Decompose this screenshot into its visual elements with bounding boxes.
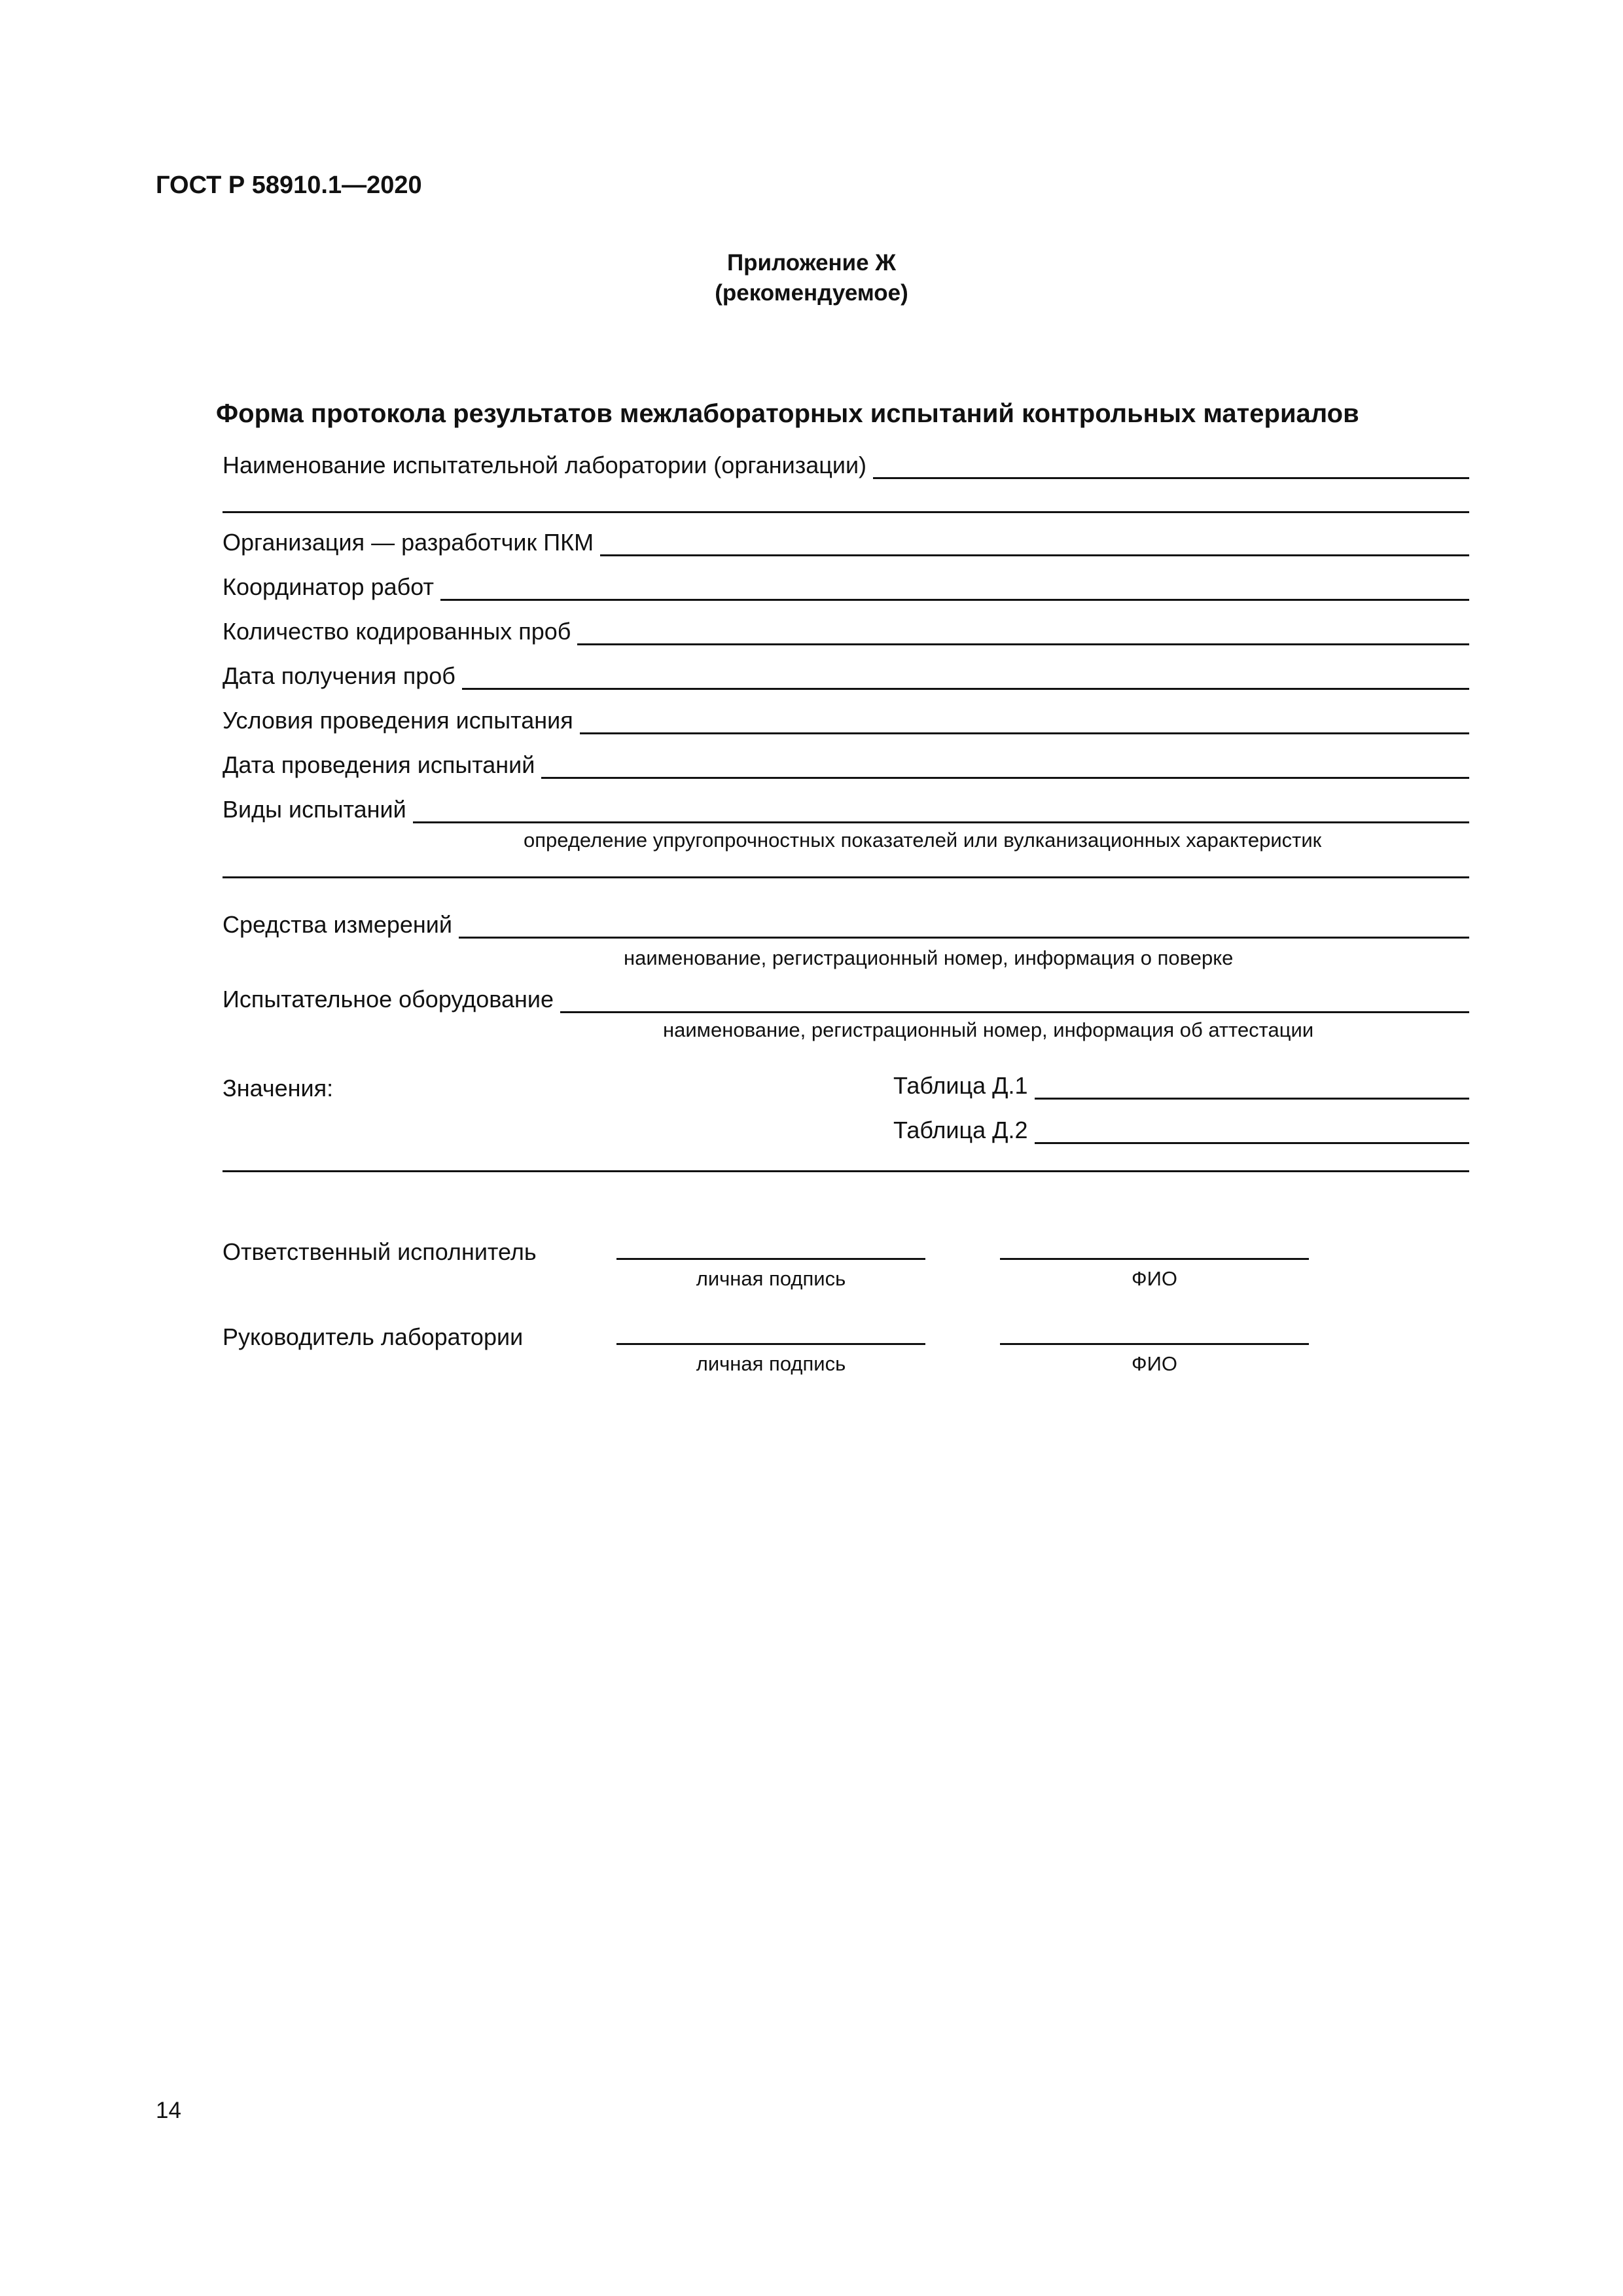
field-table-2 — [893, 1117, 1469, 1144]
field-samples-count-label: Количество кодированных проб — [223, 618, 571, 645]
field-lab-name-line[interactable] — [873, 454, 1469, 479]
field-lab-name-label: Наименование испытательной лаборатории (организации) — [223, 452, 867, 478]
executor-signature-line[interactable] — [616, 1258, 925, 1260]
field-table-1-label: Таблица Д.1 — [893, 1072, 1028, 1099]
annex-title: Приложение Ж — [726, 250, 897, 276]
executor-label: Ответственный исполнитель — [223, 1238, 537, 1265]
field-test-types-line-2[interactable] — [223, 876, 1469, 878]
field-table-1 — [893, 1072, 1469, 1100]
field-samples-count-line[interactable] — [577, 620, 1469, 645]
field-coordinator-label: Координатор работ — [223, 573, 434, 600]
field-lab-name — [223, 452, 1469, 479]
head-label: Руководитель лаборатории — [223, 1323, 524, 1350]
field-equipment — [223, 986, 1469, 1013]
field-test-types-label: Виды испытаний — [223, 796, 406, 823]
field-coordinator — [223, 573, 1469, 601]
field-measuring-tools-label: Средства измерений — [223, 911, 453, 938]
field-test-types-line[interactable] — [413, 798, 1469, 823]
field-samples-count — [223, 618, 1469, 645]
field-measuring-tools — [223, 911, 1469, 939]
field-conditions-label: Условия проведения испытания — [223, 707, 573, 734]
field-lab-name-line-2[interactable] — [223, 511, 1469, 513]
field-conditions — [223, 707, 1469, 734]
field-conditions-line[interactable] — [580, 709, 1469, 734]
field-developer — [223, 529, 1469, 556]
field-equipment-label: Испытательное оборудование — [223, 986, 554, 1013]
field-measuring-tools-line[interactable] — [459, 913, 1469, 939]
field-equipment-hint: наименование, регистрационный номер, информация об аттестации — [663, 1018, 1314, 1041]
field-developer-label: Организация — разработчик ПКМ — [223, 529, 594, 556]
values-label: Значения: — [223, 1075, 334, 1102]
annex-type: (рекомендуемое) — [715, 280, 908, 306]
executor-signature-caption: личная подпись — [696, 1267, 846, 1290]
field-receipt-date — [223, 662, 1469, 690]
field-table-2-label: Таблица Д.2 — [893, 1117, 1028, 1143]
executor-name-line[interactable] — [1000, 1258, 1309, 1260]
field-test-types — [223, 796, 1469, 823]
field-equipment-line[interactable] — [560, 988, 1469, 1013]
head-signature-caption: личная подпись — [696, 1352, 846, 1375]
head-name-caption: ФИО — [1132, 1352, 1177, 1375]
field-coordinator-line[interactable] — [440, 575, 1469, 601]
field-test-date-label: Дата проведения испытаний — [223, 751, 535, 778]
head-signature-line[interactable] — [616, 1343, 925, 1345]
page-number: 14 — [156, 2098, 181, 2123]
field-measuring-tools-hint: наименование, регистрационный номер, информация о поверке — [624, 946, 1234, 969]
field-table-2-line[interactable] — [1035, 1119, 1469, 1144]
field-test-date — [223, 751, 1469, 779]
field-receipt-date-label: Дата получения проб — [223, 662, 455, 689]
field-test-date-line[interactable] — [541, 753, 1469, 779]
field-receipt-date-line[interactable] — [462, 664, 1469, 690]
head-name-line[interactable] — [1000, 1343, 1309, 1345]
form-title: Форма протокола результатов межлабораторных испытаний контрольных материалов — [216, 399, 1359, 428]
values-line[interactable] — [223, 1170, 1469, 1172]
field-table-1-line[interactable] — [1035, 1074, 1469, 1100]
field-developer-line[interactable] — [600, 531, 1469, 556]
standard-number: ГОСТ Р 58910.1—2020 — [156, 171, 422, 199]
executor-name-caption: ФИО — [1132, 1267, 1177, 1290]
field-test-types-hint: определение упругопрочностных показателей или вулканизационных характеристик — [524, 829, 1322, 852]
